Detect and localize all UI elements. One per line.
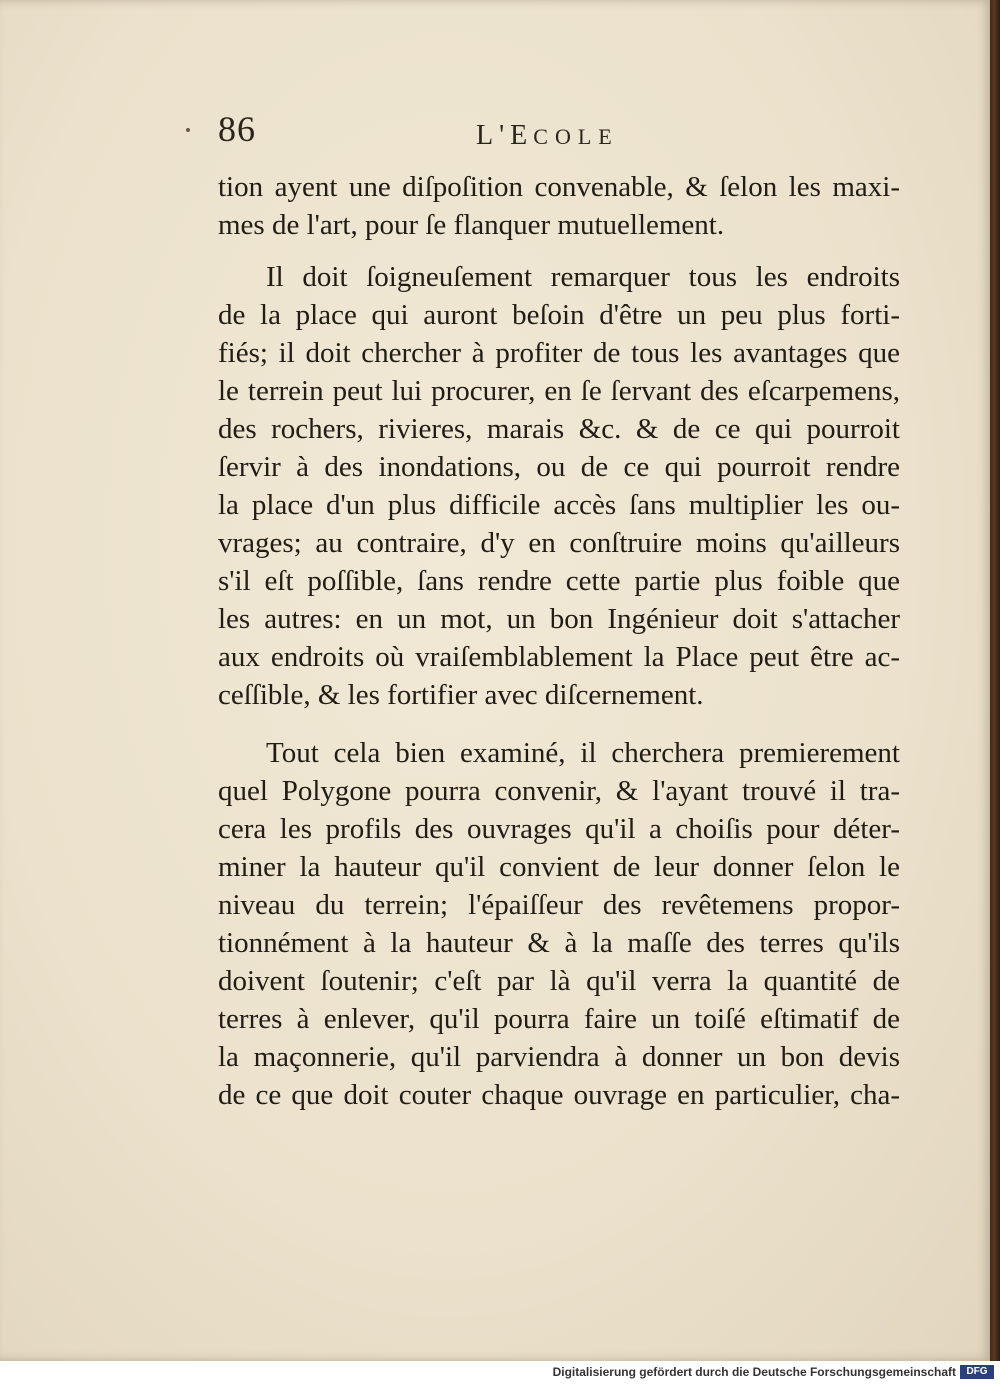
footer-credit: Digitalisierung gefördert durch die Deutsche Forschungsgemeinschaft: [552, 1365, 956, 1379]
running-head-rest: COLE: [533, 124, 619, 149]
text-line: ſervir à des inondations, ou de ce qui pourroit rendre: [218, 451, 900, 483]
text-line: cera les profils des ouvrages qu'il a choiſis pour déter-: [218, 813, 900, 845]
text-line: Tout cela bien examiné, il cherchera premierement: [266, 737, 900, 769]
text-line: aux endroits où vraiſemblablement la Place peut être ac-: [218, 641, 900, 673]
paragraph-2: [218, 258, 900, 714]
dfg-logo: DFG: [960, 1365, 994, 1379]
text-line: miner la hauteur qu'il convient de leur donner ſelon le: [218, 851, 900, 883]
text-line: la maçonnerie, qu'il parviendra à donner un bon devis: [218, 1041, 900, 1073]
text-line: Il doit ſoigneuſement remarquer tous les endroits: [266, 261, 900, 293]
page-header: [0, 108, 993, 168]
text-line: quel Polygone pourra convenir, & l'ayant trouvé il tra-: [218, 775, 900, 807]
text-line: vrages; au contraire, d'y en conſtruire moins qu'ailleurs: [218, 527, 900, 559]
text-line: la place d'un plus difficile accès ſans multiplier les ou-: [218, 489, 900, 521]
text-line: terres à enlever, qu'il pourra faire un toiſé eſtimatif de: [218, 1003, 900, 1035]
text-line: fiés; il doit chercher à profiter de tous les avantages que: [218, 337, 900, 369]
paragraph-1: [218, 168, 900, 244]
page-number: 86: [218, 109, 256, 149]
text-line: niveau du terrein; l'épaiſſeur des revêtemens propor-: [218, 889, 900, 921]
book-spine: [990, 0, 1000, 1361]
text-line: des rochers, rivieres, marais &c. & de ce qui pourroit: [218, 413, 900, 445]
paragraph-3: [218, 734, 900, 1114]
text-line: le terrein peut lui procurer, en ſe ſervant des eſcarpemens,: [218, 375, 900, 407]
text-line: les autres: en un mot, un bon Ingénieur doit s'attacher: [218, 603, 900, 635]
text-line: tionnément à la hauteur & à la maſſe des terres qu'ils: [218, 927, 900, 959]
text-line: s'il eſt poſſible, ſans rendre cette partie plus foible que: [218, 565, 900, 597]
text-line: de ce que doit couter chaque ouvrage en particulier, cha-: [218, 1079, 900, 1111]
running-head: [476, 120, 619, 152]
text-line: mes de l'art, pour ſe flanquer mutuellement.: [218, 209, 725, 241]
text-line: ceſſible, & les fortifier avec diſcernement.: [218, 679, 704, 711]
text-line: doivent ſoutenir; c'eſt par là qu'il verra la quantité de: [218, 965, 900, 997]
footer-bar: [0, 1361, 1000, 1384]
text-line: de la place qui auront beſoin d'être un peu plus forti-: [218, 299, 900, 331]
text-line: tion ayent une diſpoſition convenable, & ſelon les maxi-: [218, 171, 900, 203]
body-text: [218, 168, 900, 1114]
running-head-cap: L'E: [476, 120, 534, 151]
